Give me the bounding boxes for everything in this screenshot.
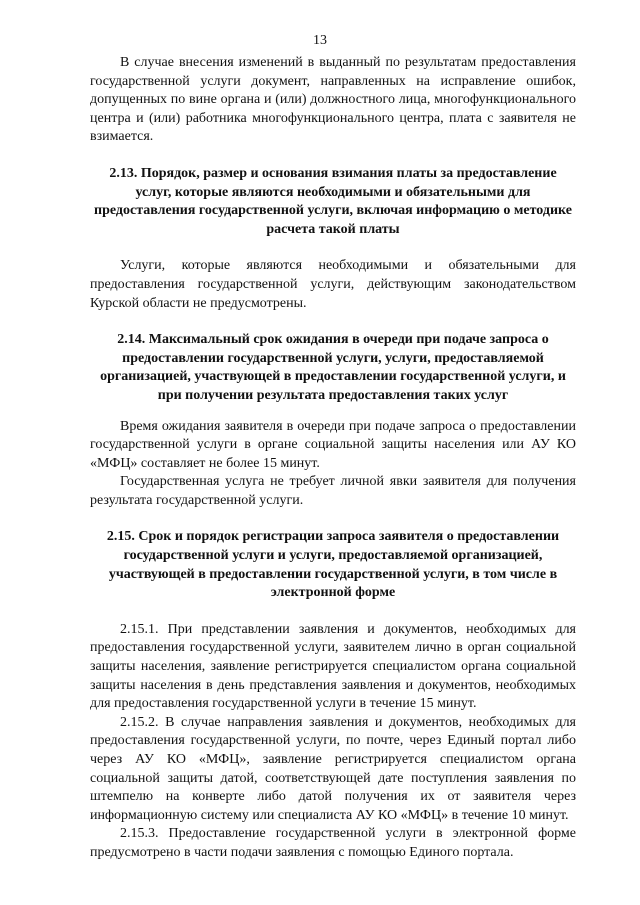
section-2-15-3: 2.15.3. Предоставление государственной услуги в электронной форме предусмотрено в части подачи заявления с помощью Единого портала. (90, 826, 576, 860)
section-2-15-heading: 2.15. Срок и порядок регистрации запроса заявителя о предоставлении государственной услуги и услуги, предоставляемой организацией, участвующей в предоставлении государственной услуги, в том числе в электронной форме (106, 529, 560, 601)
document-body (90, 54, 576, 863)
section-2-13-heading: 2.13. Порядок, размер и основания взимания платы за предоставление услуг, которые являются необходимыми и обязательными для предоставления государственной услуги, включая информацию о методике расчета такой платы (94, 165, 572, 237)
section-2-15-1: 2.15.1. При представлении заявления и документов, необходимых для предоставления государственной услуги, заявителем лично в орган социальной защиты населения, заявление регистрируется специалистом органа социальной защиты населения в день представления заявления и документов, необходимых для предоставления государственной услуги в течение 15 минут. (90, 621, 576, 712)
intro-paragraph: В случае внесения изменений в выданный по результатам предоставления государственной услуги документ, направленных на исправление ошибок, допущенных по вине органа и (или) должностного лица, многофункционального центра и (или) работника многофункционального центра, плата с заявителя не взимается. (90, 55, 576, 145)
section-2-14-heading: 2.14. Максимальный срок ожидания в очереди при подаче запроса о предоставлении государственной услуги, услуги, предоставляемой организацией, участвующей в предоставлении государственной услуги, и при получении результата предоставления таких услуг (100, 332, 566, 403)
section-2-13-paragraph: Услуги, которые являются необходимыми и обязательными для предоставления государственной услуги, действующим законодательством Курской области не предусмотрены. (90, 258, 576, 311)
page-number: 13 (313, 33, 327, 48)
section-2-14-paragraph-1: Время ожидания заявителя в очереди при подаче запроса о предоставлении государственной услуги в органе социальной защиты населения или АУ КО «МФЦ» составляет не более 15 минут. (90, 418, 576, 471)
section-2-14-paragraph-2: Государственная услуга не требует личной явки заявителя для получения результата государственной услуги. (90, 474, 576, 508)
section-2-15-2: 2.15.2. В случае направления заявления и документов, необходимых для предоставления государственной услуги, по почте, через Единый портал либо через АУ КО «МФЦ», заявление регистрируется специалистом органа социальной защиты датой, соответствующей дате поступления заявления по штемпелю на конверте либо датой получения их от заявителя через информационную систему или специалиста АУ КО «МФЦ» в течение 10 минут. (90, 714, 576, 823)
